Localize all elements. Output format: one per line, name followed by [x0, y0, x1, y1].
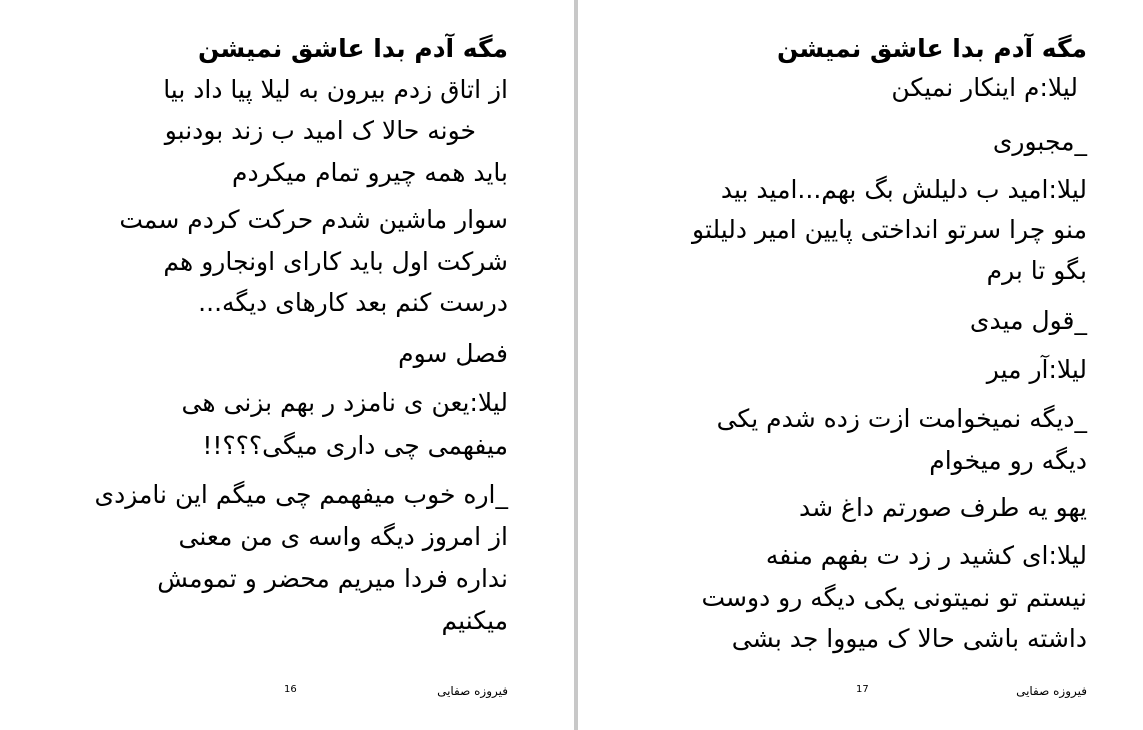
text-line: لیلا:یعن ی نامزد ر بهم بزنی هی — [181, 388, 508, 417]
footer-author: فیروزه صفایی — [437, 684, 508, 698]
text-line: _قول میدی — [969, 306, 1087, 335]
text-line: نداره فردا میریم محضر و تمومش — [157, 564, 508, 593]
text-line: باید همه چیرو تمام میکردم — [231, 158, 508, 187]
text-line: لیلا:آر میر — [986, 355, 1087, 384]
text-line: یهو یه طرف صورتم داغ شد — [799, 493, 1087, 522]
text-line: داشته باشی حالا ک میووا جد بشی — [731, 624, 1087, 653]
text-line: سوار ماشین شدم حرکت کردم سمت — [119, 205, 508, 234]
text-line: بگو تا برم — [986, 256, 1087, 285]
footer-author: فیروزه صفایی — [1016, 684, 1087, 698]
page-title: مگه آدم بدا عاشق نمیشن — [777, 34, 1087, 63]
text-line: _مجبوری — [992, 127, 1087, 156]
text-line: نیستم تو نمیتونی یکی دیگه رو دوست — [701, 583, 1087, 612]
text-line: لیلا:م اینکار نمیکن — [891, 73, 1078, 102]
text-line: میفهمی چی داری میگی؟؟؟!! — [202, 431, 508, 460]
page-number: 16 — [284, 684, 297, 695]
text-line: درست کنم بعد کارهای دیگه... — [198, 288, 508, 317]
text-line: میکنیم — [441, 606, 508, 635]
text-line: شرکت اول باید کارای اونجارو هم — [163, 247, 508, 276]
text-line: از امروز دیگه واسه ی من معنی — [178, 522, 508, 551]
text-line: _دیگه نمیخوامت ازت زده شدم یکی — [716, 404, 1087, 433]
page-number: 17 — [856, 684, 869, 695]
text-line: لیلا:ای کشید ر زد ت بفهم منفه — [765, 541, 1087, 570]
text-line: از اتاق زدم بیرون به لیلا پیا داد بیا — [163, 75, 508, 104]
text-line: لیلا:امید ب دلیلش بگ بهم...امید بید — [720, 175, 1087, 204]
text-line: _اره خوب میفهمم چی میگم این نامزدی — [94, 480, 508, 509]
chapter-heading: فصل سوم — [398, 339, 508, 368]
page-title: مگه آدم بدا عاشق نمیشن — [198, 34, 508, 63]
right-page — [578, 0, 1143, 730]
text-line: خونه حالا ک امید ب زند بودنبو — [164, 116, 476, 145]
text-line: منو چرا سرتو انداختی پایین امیر دلیلتو — [692, 215, 1087, 244]
text-line: دیگه رو میخوام — [929, 446, 1087, 475]
